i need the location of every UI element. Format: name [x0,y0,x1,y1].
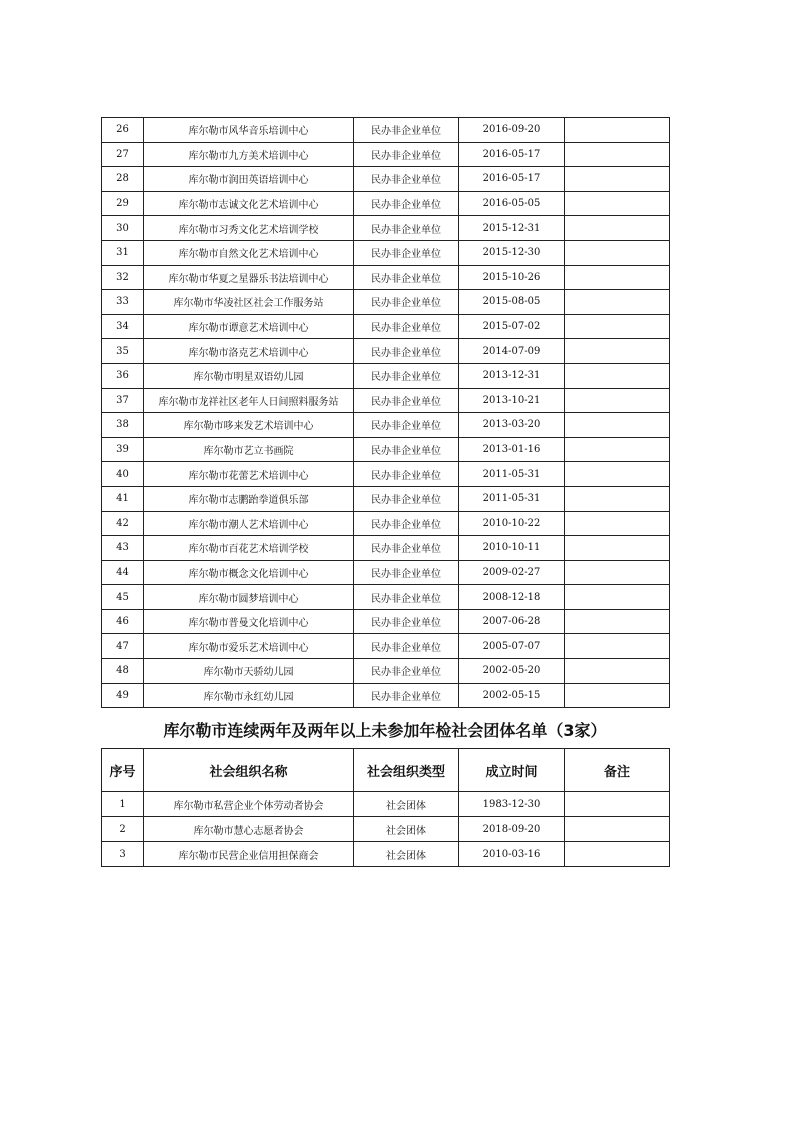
cell-name: 库尔勒市天骄幼儿园 [144,659,354,684]
cell-date: 2016-05-05 [459,191,565,216]
table-body [102,792,670,867]
table-row [102,290,670,315]
table-row [102,314,670,339]
cell-name: 库尔勒市志诚文化艺术培训中心 [144,191,354,216]
cell-no: 37 [102,388,144,413]
cell-type: 民办非企业单位 [354,585,459,610]
cell-date: 2005-07-07 [459,634,565,659]
cell-note [565,290,670,315]
cell-name: 库尔勒市概念文化培训中心 [144,560,354,585]
cell-no: 31 [102,240,144,265]
cell-name: 库尔勒市花蕾艺术培训中心 [144,462,354,487]
cell-note [565,634,670,659]
cell-no: 39 [102,437,144,462]
cell-date: 2016-09-20 [459,118,565,143]
cell-no: 36 [102,363,144,388]
cell-date: 2013-12-31 [459,363,565,388]
cell-date: 2013-10-21 [459,388,565,413]
cell-name: 库尔勒市明星双语幼儿园 [144,363,354,388]
cell-note [565,413,670,438]
cell-date: 2011-05-31 [459,486,565,511]
cell-date: 2018-09-20 [459,817,565,842]
cell-note [565,388,670,413]
cell-no: 41 [102,486,144,511]
cell-name: 库尔勒市民营企业信用担保商会 [144,842,354,867]
section-title: 库尔勒市连续两年及两年以上未参加年检社会团体名单（3家） [163,721,607,740]
table-row [102,486,670,511]
table-row [102,536,670,561]
table-row [102,118,670,143]
table-row [102,191,670,216]
cell-type: 民办非企业单位 [354,142,459,167]
cell-note [565,560,670,585]
cell-date: 2013-01-16 [459,437,565,462]
table-row [102,216,670,241]
cell-name: 库尔勒市华夏之星器乐书法培训中心 [144,265,354,290]
cell-note [565,437,670,462]
cell-note [565,142,670,167]
cell-note [565,339,670,364]
cell-name: 库尔勒市艺立书画院 [144,437,354,462]
cell-name: 库尔勒市习秀文化艺术培训学校 [144,216,354,241]
cell-type: 社会团体 [354,792,459,817]
cell-type: 民办非企业单位 [354,314,459,339]
cell-note [565,265,670,290]
table-row [102,817,670,842]
cell-date: 2016-05-17 [459,142,565,167]
cell-date: 2010-10-11 [459,536,565,561]
table-row [102,265,670,290]
table-row [102,240,670,265]
cell-date: 2002-05-15 [459,683,565,708]
table-row [102,339,670,364]
table-row [102,585,670,610]
cell-no: 30 [102,216,144,241]
cell-type: 民办非企业单位 [354,191,459,216]
cell-no: 32 [102,265,144,290]
cell-type: 民办非企业单位 [354,167,459,192]
cell-name: 库尔勒市华凌社区社会工作服务站 [144,290,354,315]
cell-no: 34 [102,314,144,339]
table-row [102,560,670,585]
cell-name: 库尔勒市谭意艺术培训中心 [144,314,354,339]
table-row [102,462,670,487]
cell-name: 库尔勒市潮人艺术培训中心 [144,511,354,536]
cell-type: 民办非企业单位 [354,536,459,561]
cell-date: 2013-03-20 [459,413,565,438]
table-body [102,118,670,708]
header-date: 成立时间 [459,749,565,792]
cell-date: 2016-05-17 [459,167,565,192]
header-name: 社会组织名称 [144,749,354,792]
table-row [102,609,670,634]
table-row [102,363,670,388]
cell-date: 2015-12-31 [459,216,565,241]
header-type: 社会组织类型 [354,749,459,792]
cell-note [565,683,670,708]
cell-no: 33 [102,290,144,315]
cell-type: 民办非企业单位 [354,413,459,438]
cell-note [565,659,670,684]
cell-note [565,363,670,388]
header-row [102,749,670,792]
cell-type: 民办非企业单位 [354,388,459,413]
cell-type: 民办非企业单位 [354,609,459,634]
cell-type: 民办非企业单位 [354,462,459,487]
cell-date: 2014-07-09 [459,339,565,364]
cell-name: 库尔勒市普曼文化培训中心 [144,609,354,634]
private-non-enterprise-table [101,117,670,708]
cell-name: 库尔勒市润田英语培训中心 [144,167,354,192]
cell-note [565,216,670,241]
cell-date: 2002-05-20 [459,659,565,684]
social-group-table [101,748,670,867]
cell-no: 27 [102,142,144,167]
cell-type: 民办非企业单位 [354,486,459,511]
cell-name: 库尔勒市洛克艺术培训中心 [144,339,354,364]
table-row [102,142,670,167]
cell-name: 库尔勒市龙祥社区老年人日间照料服务站 [144,388,354,413]
cell-name: 库尔勒市慧心志愿者协会 [144,817,354,842]
cell-type: 社会团体 [354,842,459,867]
cell-no: 45 [102,585,144,610]
cell-type: 民办非企业单位 [354,511,459,536]
cell-no: 2 [102,817,144,842]
table-row [102,388,670,413]
cell-no: 3 [102,842,144,867]
cell-no: 29 [102,191,144,216]
cell-type: 民办非企业单位 [354,683,459,708]
cell-note [565,817,670,842]
cell-no: 43 [102,536,144,561]
cell-note [565,240,670,265]
table-row [102,634,670,659]
cell-note [565,585,670,610]
cell-note [565,118,670,143]
cell-no: 44 [102,560,144,585]
cell-type: 民办非企业单位 [354,634,459,659]
cell-name: 库尔勒市志鹏跆拳道俱乐部 [144,486,354,511]
cell-name: 库尔勒市永红幼儿园 [144,683,354,708]
cell-type: 民办非企业单位 [354,265,459,290]
header-no: 序号 [102,749,144,792]
cell-date: 1983-12-30 [459,792,565,817]
cell-no: 49 [102,683,144,708]
cell-name: 库尔勒市爱乐艺术培训中心 [144,634,354,659]
cell-no: 35 [102,339,144,364]
table-row [102,437,670,462]
cell-no: 26 [102,118,144,143]
cell-note [565,842,670,867]
cell-date: 2015-10-26 [459,265,565,290]
cell-type: 民办非企业单位 [354,560,459,585]
cell-date: 2010-03-16 [459,842,565,867]
cell-note [565,314,670,339]
cell-no: 40 [102,462,144,487]
table-row [102,511,670,536]
table-row [102,167,670,192]
cell-type: 社会团体 [354,817,459,842]
cell-type: 民办非企业单位 [354,216,459,241]
cell-type: 民办非企业单位 [354,659,459,684]
cell-date: 2015-08-05 [459,290,565,315]
cell-name: 库尔勒市自然文化艺术培训中心 [144,240,354,265]
cell-name: 库尔勒市私营企业个体劳动者协会 [144,792,354,817]
cell-date: 2011-05-31 [459,462,565,487]
cell-note [565,792,670,817]
cell-type: 民办非企业单位 [354,339,459,364]
table-row [102,792,670,817]
cell-no: 38 [102,413,144,438]
cell-date: 2015-07-02 [459,314,565,339]
cell-type: 民办非企业单位 [354,240,459,265]
cell-type: 民办非企业单位 [354,437,459,462]
table-header [102,749,670,792]
cell-type: 民办非企业单位 [354,363,459,388]
table-row [102,683,670,708]
cell-date: 2008-12-18 [459,585,565,610]
cell-note [565,511,670,536]
cell-name: 库尔勒市百花艺术培训学校 [144,536,354,561]
cell-date: 2015-12-30 [459,240,565,265]
cell-no: 1 [102,792,144,817]
cell-name: 库尔勒市圆梦培训中心 [144,585,354,610]
cell-note [565,191,670,216]
cell-no: 47 [102,634,144,659]
cell-name: 库尔勒市九方美术培训中心 [144,142,354,167]
table-row [102,413,670,438]
cell-name: 库尔勒市哆来发艺术培训中心 [144,413,354,438]
cell-no: 48 [102,659,144,684]
cell-date: 2010-10-22 [459,511,565,536]
cell-no: 28 [102,167,144,192]
cell-note [565,167,670,192]
cell-no: 46 [102,609,144,634]
cell-date: 2007-06-28 [459,609,565,634]
cell-note [565,486,670,511]
cell-date: 2009-02-27 [459,560,565,585]
cell-type: 民办非企业单位 [354,290,459,315]
cell-note [565,609,670,634]
cell-name: 库尔勒市风华音乐培训中心 [144,118,354,143]
cell-note [565,462,670,487]
table-row [102,659,670,684]
cell-note [565,536,670,561]
cell-type: 民办非企业单位 [354,118,459,143]
table-row [102,842,670,867]
cell-no: 42 [102,511,144,536]
header-note: 备注 [565,749,670,792]
